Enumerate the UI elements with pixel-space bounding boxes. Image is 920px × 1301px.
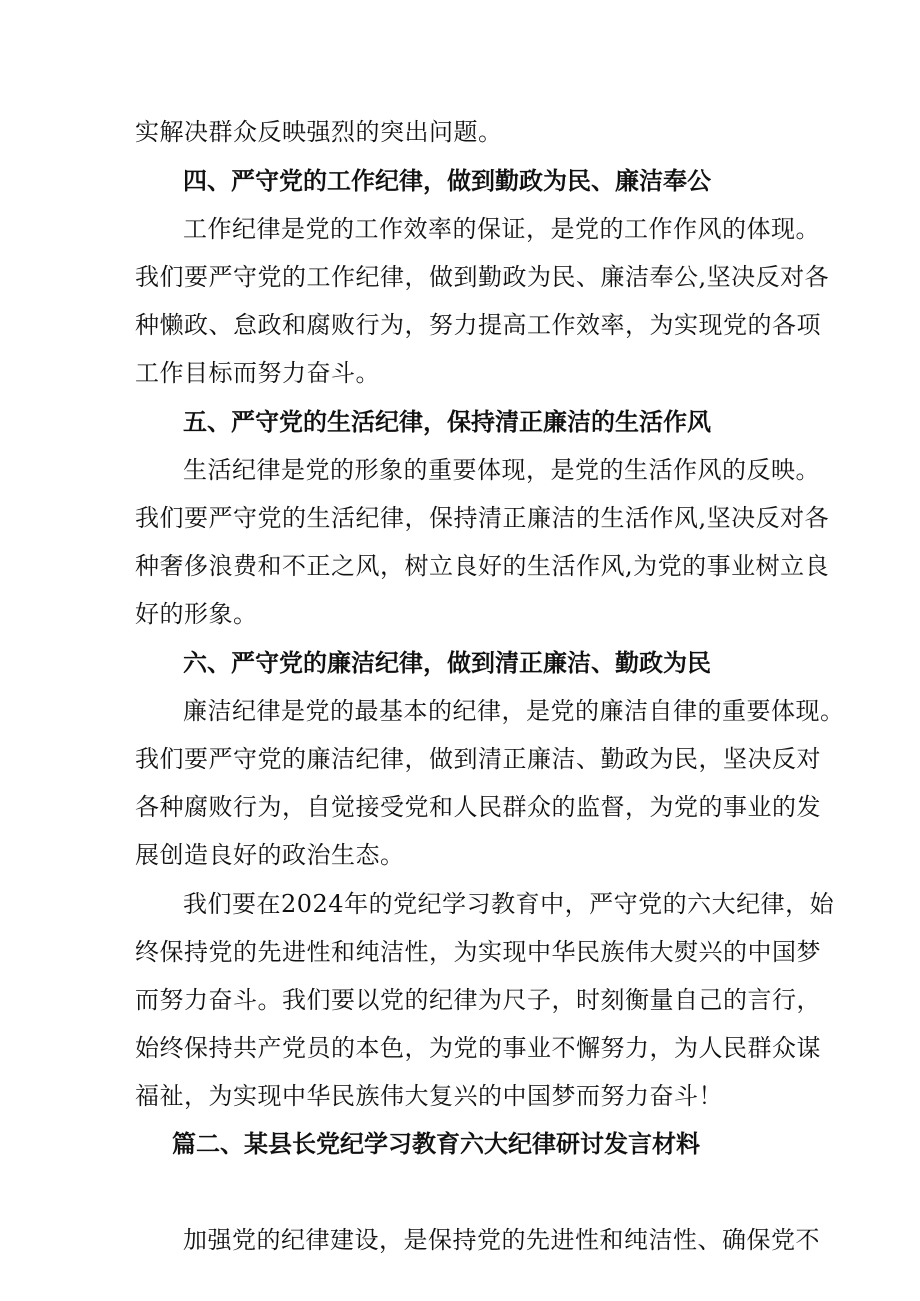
section-heading-6: 六、严守党的廉洁纪律，做到清正廉洁、勤政为民 — [183, 649, 711, 677]
body-text-line: 工作纪律是党的工作效率的保证，是党的工作作风的体现。 — [183, 215, 820, 243]
body-text-line: 终保持党的先进性和纯洁性，为实现中华民族伟大熨兴的中国梦 — [135, 938, 821, 966]
body-text-line: 我们要在2024年的党纪学习教育中，严守党的六大纪律，始 — [183, 890, 835, 918]
article-title: 篇二、某县长党纪学习教育六大纪律研讨发言材料 — [172, 1130, 700, 1158]
body-text-line: 实解决群众反映强烈的突出问题。 — [135, 118, 503, 146]
body-text-line: 始终保持共产党员的本色，为党的事业不懈努力，为人民群众谋 — [135, 1034, 821, 1062]
body-text-line: 我们要严守党的工作纪律，做到勤政为民、廉洁奉公,坚决反对各 — [135, 263, 830, 291]
body-text-line: 我们要严守党的廉洁纪律，做到清正廉洁、勤政为民，坚决反对 — [135, 745, 821, 773]
section-heading-5: 五、严守党的生活纪律，保持清正廉洁的生活作风 — [183, 408, 711, 436]
body-text-line: 展创造良好的政治生态。 — [135, 841, 405, 869]
body-text-line: 廉洁纪律是党的最基本的纪律，是党的廉洁自律的重要体现。 — [183, 697, 845, 725]
body-text-line: 好的形象。 — [135, 600, 258, 628]
body-text-line: 而努力奋斗。我们要以党的纪律为尺子，时刻衡量自己的言行， — [135, 986, 821, 1014]
section-heading-4: 四、严守党的工作纪律，做到勤政为民、廉洁奉公 — [183, 167, 711, 195]
body-text-line: 种懒政、怠政和腐败行为，努力提高工作效率，为实现党的各项 — [135, 311, 821, 339]
body-text-line: 工作目标而努力奋斗。 — [135, 359, 380, 387]
body-text-line: 福祉，为实现中华民族伟大复兴的中国梦而努力奋斗！ — [135, 1082, 723, 1110]
body-text-line: 我们要严守党的生活纪律，保持清正廉洁的生活作风,坚决反对各 — [135, 504, 830, 532]
body-text-line: 各种腐败行为，自觉接受党和人民群众的监督，为党的事业的发 — [135, 793, 821, 821]
body-text-line: 加强党的纪律建设，是保持党的先进性和纯洁性、确保党不 — [183, 1226, 820, 1254]
body-text-line: 生活纪律是党的形象的重要体现，是党的生活作风的反映。 — [183, 456, 820, 484]
body-text-line: 种奢侈浪费和不正之风，树立良好的生活作风,为党的事业树立良 — [135, 552, 830, 580]
